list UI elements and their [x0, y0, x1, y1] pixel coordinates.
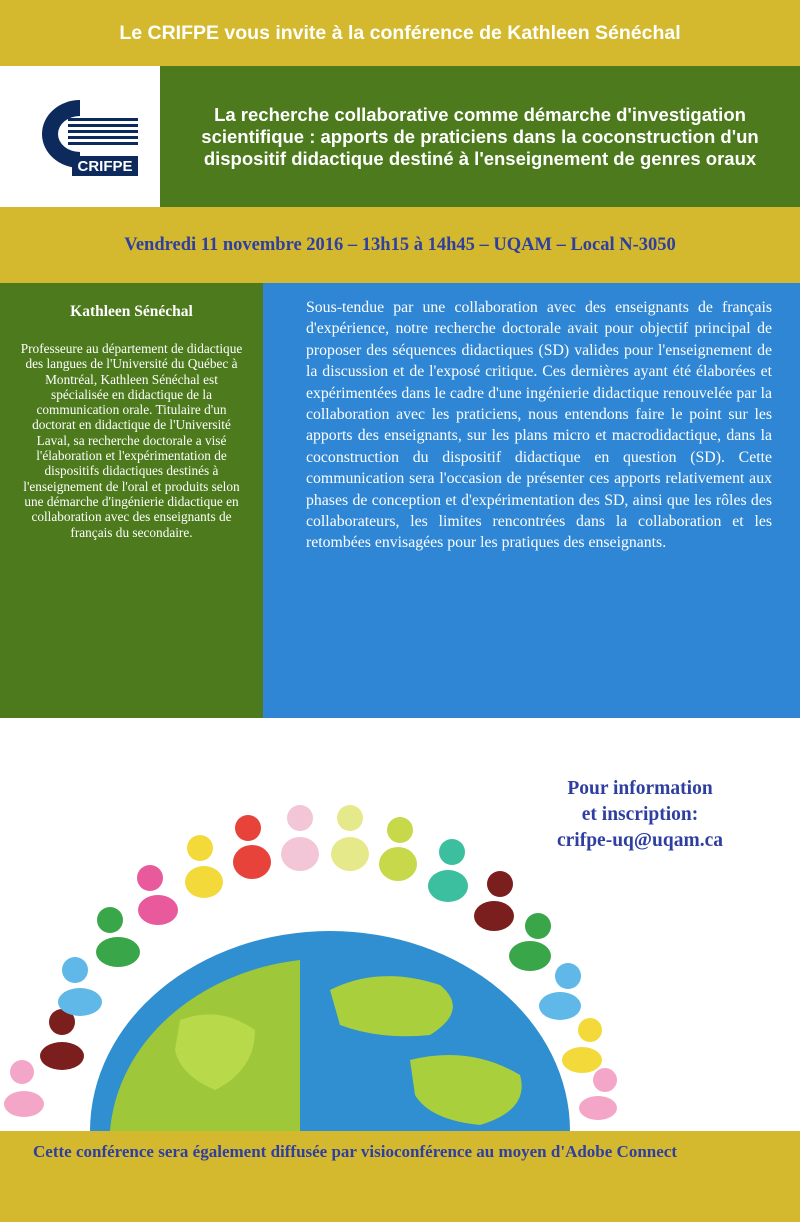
- person-icon: [96, 907, 140, 967]
- person-icon: [474, 871, 514, 931]
- crifpe-logo-icon: [18, 94, 142, 182]
- person-icon: [58, 957, 102, 1016]
- conference-title: La recherche collaborative comme démarche d'investigation scientifique : apports de praticiens dans la coconstruction d'un dispositif didactique destiné à l'enseignement de genres oraux: [201, 103, 759, 169]
- speaker-name: Kathleen Sénéchal: [70, 303, 193, 320]
- date-bar: [0, 207, 800, 283]
- invite-banner: [0, 0, 800, 66]
- abstract-text: Sous-tendue par une collaboration avec des enseignants de français d'expérience, notre recherche doctorale avait pour objectif principal de proposer des séquences didactiques (SD) valides pour l'enseignement de la discussion et de l'exposé critique. Ces dernières ayant été élaborées et expérimentées dans le cadre d'une ingénierie didactique renouvelée par la collaboration avec les praticiens, nous entendons faire le point sur les apports des enseignants, sur les plans micro et macrodidactique, dans la coconstruction du dispositif didactique en question (SD). Cette communication sera l'occasion de présenter ces apports relativement aux phases de conception et d'expérimentation des SD, ainsi que les rôles des collaborateurs, les limites rencontrées dans la collaboration et les retombées envisagées pour les pratiques des enseignants.: [306, 299, 772, 552]
- info-email: crifpe-uq@uqam.ca: [556, 830, 723, 851]
- person-icon: [428, 839, 468, 902]
- footer-note: Cette conférence sera également diffusée par visioconférence au moyen d'Adobe Connect: [33, 1142, 677, 1161]
- person-icon: [379, 817, 417, 881]
- abstract-panel: [263, 283, 800, 718]
- speaker-bio: Professeure au département de didactique des langues de l'Université du Québec à Montréal, Kathleen Sénéchal est spécialisée en didactique de la communication orale. Titulaire d'un doctorat en didactique de l'Université Laval, sa recherche doctorale a visé l'élaboration et l'expérimentation de dispositifs didactiques destinés à l'enseignement de l'oral et produits selon une démarche d'ingénierie didactique en collaboration avec des enseignants de français du secondaire.: [20, 341, 243, 540]
- person-icon: [233, 815, 271, 879]
- footer-bar: [0, 1131, 800, 1222]
- person-icon: [281, 805, 319, 871]
- person-icon: [4, 1060, 44, 1117]
- earth-icon: [90, 931, 570, 1131]
- speaker-bio-panel: [0, 283, 263, 718]
- person-icon: [40, 1009, 84, 1070]
- person-icon: [185, 835, 223, 898]
- person-icon: [579, 1068, 617, 1120]
- info-line-2: et inscription:: [581, 804, 699, 825]
- invite-text: Le CRIFPE vous invite à la conférence de Kathleen Sénéchal: [119, 21, 681, 44]
- date-location: Vendredi 11 novembre 2016 – 13h15 à 14h45 – UQAM – Local N-3050: [124, 234, 676, 255]
- crifpe-logo: [0, 66, 160, 207]
- info-contact: [505, 776, 775, 854]
- info-line-1: Pour information: [567, 778, 713, 799]
- person-icon: [539, 963, 581, 1020]
- person-icon: [509, 913, 551, 971]
- person-icon: [562, 1018, 602, 1073]
- person-icon: [137, 865, 178, 925]
- person-icon: [331, 805, 369, 871]
- conference-title-box: [160, 66, 800, 207]
- svg-text:CRIFPE: CRIFPE: [77, 158, 133, 175]
